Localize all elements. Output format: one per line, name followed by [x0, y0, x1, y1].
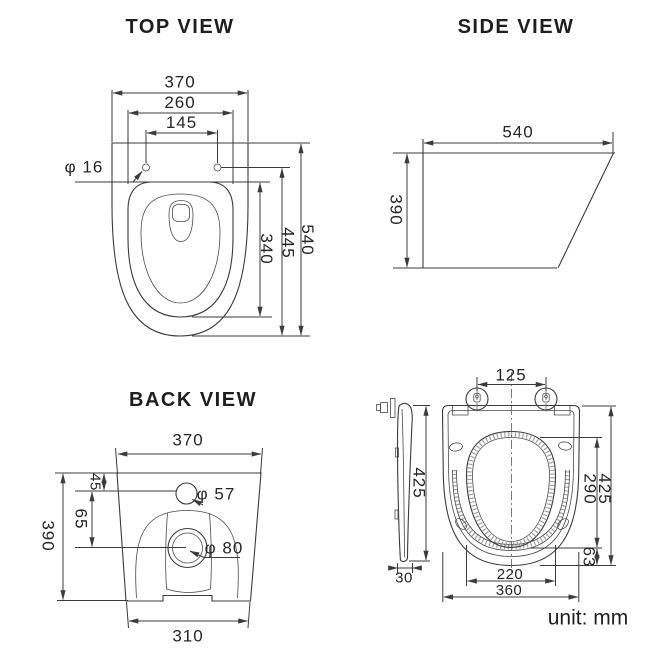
top-view-title: TOP VIEW [125, 16, 235, 38]
bumper-bottom-right [556, 517, 571, 532]
dim-label: 63 [579, 546, 599, 568]
back-dim-45 [75, 473, 176, 491]
dim-label: 390 [38, 520, 58, 552]
hinge-dot-left [476, 395, 479, 398]
top-view-body-outline [112, 143, 248, 336]
dim-label: 445 [278, 227, 298, 259]
top-view-nozzle-inner [173, 205, 190, 222]
profile-bumper-bottom [395, 510, 398, 519]
dim-label: 390 [386, 194, 406, 226]
dim-label: φ 57 [196, 484, 236, 504]
fixing-hole-left [143, 164, 150, 171]
top-view-bowl-oval [141, 194, 220, 303]
dim-label: 125 [495, 365, 527, 385]
seat-bottom-view [443, 372, 580, 572]
seat-profile-seam [402, 409, 405, 557]
dim-label: 220 [496, 566, 524, 583]
back-view-column-left [166, 513, 168, 589]
dim-label: 540 [502, 122, 534, 142]
dim-label: 425 [409, 467, 429, 499]
top-dim-phi16 [65, 158, 270, 183]
hinge-pin-tip [377, 405, 381, 411]
inlet-hole [176, 483, 197, 504]
seat-view [377, 366, 617, 603]
top-view-nozzle-outline [169, 201, 193, 242]
dim-label: 340 [257, 233, 276, 265]
bumper-top-right [558, 441, 572, 451]
dim-label: 370 [172, 430, 204, 450]
back-dim-390 [39, 474, 129, 601]
dim-label: 540 [298, 224, 317, 256]
dim-label: 30 [395, 569, 413, 587]
back-view-body-outline [117, 473, 261, 601]
seat-opening-hatch [470, 435, 553, 545]
side-dim-390 [387, 154, 408, 267]
seat-dim-125 [477, 366, 546, 392]
hinge-bracket [391, 399, 396, 418]
top-view [65, 16, 317, 336]
seat-side-profile [377, 399, 413, 562]
back-view [39, 389, 263, 646]
back-dim-65 [72, 492, 93, 547]
dim-label: 145 [165, 113, 198, 132]
dim-label: 290 [580, 473, 600, 505]
dim-label: φ 16 [64, 157, 104, 177]
dim-label: 370 [164, 72, 196, 92]
top-view-seat-outline [128, 182, 233, 317]
dim-label: 260 [164, 93, 196, 112]
bumper-top-left [449, 442, 463, 452]
back-dim-370 [116, 431, 263, 475]
side-view-title: SIDE VIEW [457, 16, 575, 38]
hinge-dot-right [545, 395, 548, 398]
dim-label: 45 [86, 473, 104, 491]
back-dim-phi80 [75, 539, 243, 558]
dim-label: 65 [71, 508, 91, 530]
top-dim-340 [192, 183, 276, 317]
seat-dim-63 [580, 547, 599, 568]
dim-label: 310 [172, 626, 204, 646]
fixing-hole-right [214, 164, 221, 171]
dim-label: 425 [595, 473, 614, 505]
side-view-front-slant [558, 153, 614, 268]
seat-opening-outer [467, 432, 556, 548]
hinge-pin-barrel [381, 403, 388, 413]
dim-label: 360 [495, 582, 523, 599]
back-dim-phi57 [193, 485, 236, 506]
top-dim-145 [146, 113, 218, 163]
side-view [387, 16, 616, 268]
back-view-title: BACK VIEW [129, 389, 257, 411]
dim-label: φ 80 [204, 538, 244, 558]
back-dim-310 [127, 602, 251, 646]
back-view-column-bottom [167, 589, 211, 593]
side-dim-540 [424, 123, 612, 144]
unit-note: unit: mm [547, 606, 629, 630]
seat-dim-30 [389, 563, 421, 587]
